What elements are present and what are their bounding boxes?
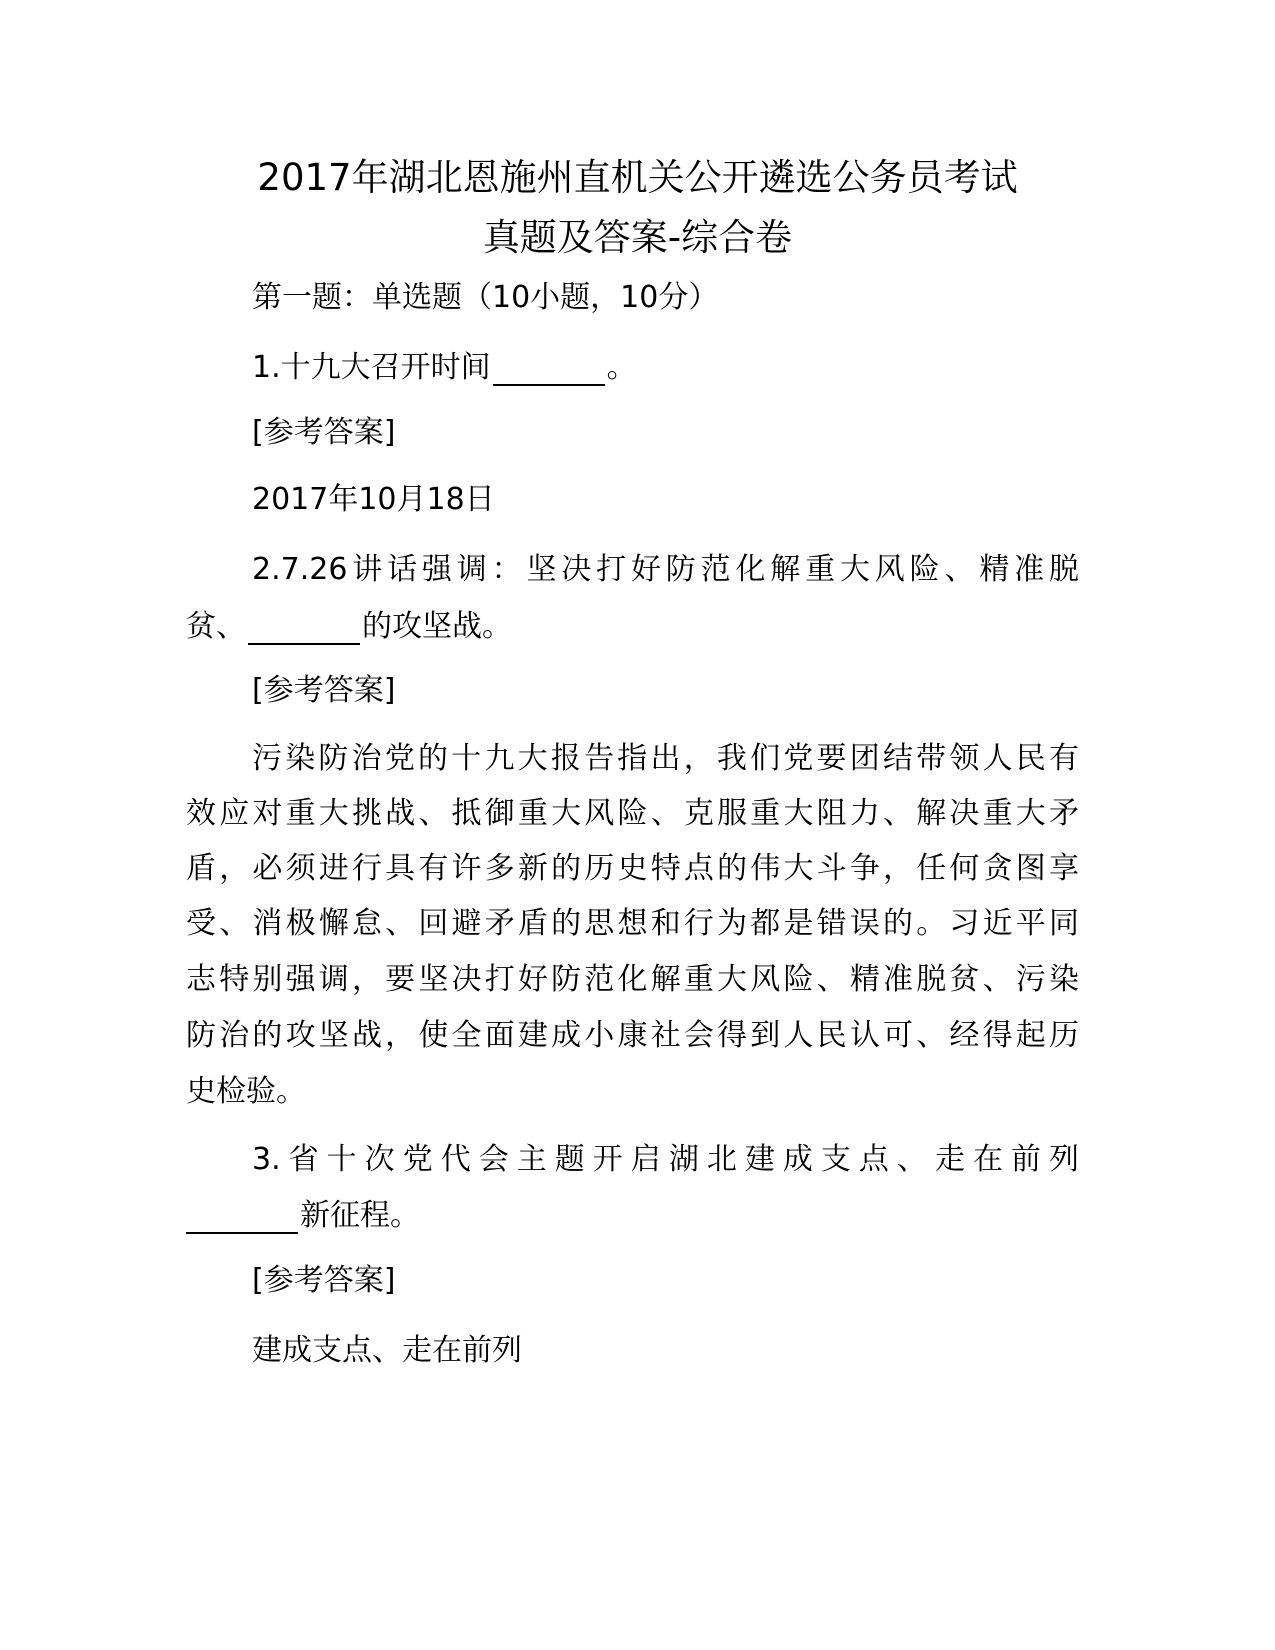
title-line-2: 真题及答案-综合卷 <box>482 216 793 259</box>
document-title <box>150 148 1125 268</box>
question-3-post: 新征程。 <box>300 1198 420 1233</box>
question-1-text: 1.十九大召开时间 <box>252 350 491 385</box>
answer-2-line-7: 史检验。 <box>186 1074 306 1109</box>
answer-3: 建成支点、走在前列 <box>252 1333 522 1368</box>
question-2-line-2 <box>186 609 512 645</box>
reference-answer-label-1: [参考答案] <box>252 415 396 450</box>
section-heading: 第一题：单选题（10小题，10分） <box>252 280 719 315</box>
question-3-line-2 <box>186 1198 420 1234</box>
answer-2-line-6: 防治的攻坚战，使全面建成小康社会得到人民认可、经得起历 <box>186 1018 1079 1053</box>
answer-2-line-4: 受、消极懈怠、回避矛盾的思想和行为都是错误的。习近平同 <box>186 906 1079 941</box>
answer-2-line-2: 效应对重大挑战、抵御重大风险、克服重大阻力、解决重大矛 <box>186 796 1079 831</box>
question-2-pre: 贫、 <box>186 609 246 644</box>
answer-blank <box>186 1202 298 1234</box>
answer-blank <box>493 354 605 386</box>
reference-answer-label-3: [参考答案] <box>252 1263 396 1298</box>
question-2-line-1: 2.7.26讲话强调：坚决打好防范化解重大风险、精准脱 <box>252 552 1079 587</box>
answer-2-line-1: 污染防治党的十九大报告指出，我们党要团结带领人民有 <box>252 741 1079 776</box>
title-line-1: 2017年湖北恩施州直机关公开遴选公务员考试 <box>257 156 1018 199</box>
question-1 <box>252 350 637 386</box>
question-3-line-1: 3.省十次党代会主题开启湖北建成支点、走在前列 <box>252 1142 1079 1177</box>
answer-2-line-5: 志特别强调，要坚决打好防范化解重大风险、精准脱贫、污染 <box>186 962 1079 997</box>
reference-answer-label-2: [参考答案] <box>252 673 396 708</box>
answer-1: 2017年10月18日 <box>252 482 495 517</box>
question-1-tail: 。 <box>606 350 637 385</box>
answer-2-line-3: 盾，必须进行具有许多新的历史特点的伟大斗争，任何贪图享 <box>186 851 1079 886</box>
answer-blank <box>248 613 360 645</box>
question-2-post: 的攻坚战。 <box>362 609 512 644</box>
